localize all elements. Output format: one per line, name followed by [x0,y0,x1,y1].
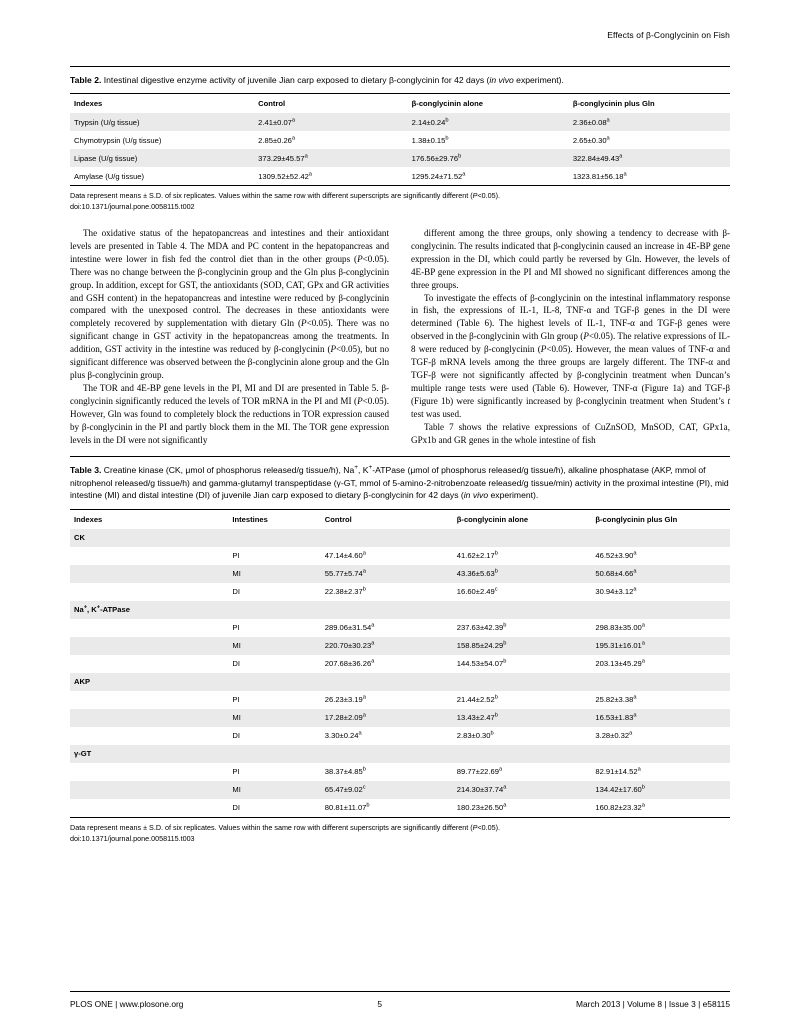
table-cell-value: 82.91±14.52$^a$ [595,766,641,777]
table-row-index: MI [228,637,320,655]
table-cell-value: 180.23±26.50$^a$ [456,802,507,813]
table-row-index: MI [228,781,320,799]
table-row-index: Trypsin (U/g tissue) [70,113,254,131]
table-cell-value: 3.28±0.32$^a$ [595,730,633,741]
table-cell-value: 373.29±45.57$^a$ [254,149,407,167]
table-cell-value: 47.14±4.60$^a$ [324,550,366,561]
table-3-doi: doi:10.1371/journal.pone.0058115.t003 [70,833,195,843]
table-cell-value: 2.14±0.24$^b$ [408,113,569,131]
table-row-index: PI [232,695,240,705]
table-cell-value: 203.13±45.29$^a$ [595,658,645,669]
table-cell-value: 214.30±37.74$^a$ [453,781,592,799]
table-cell-value: 55.77±5.74$^a$ [321,565,453,583]
table-row-index: PI [232,767,240,777]
table-cell-value: 322.84±49.43$^a$ [569,149,730,167]
footer-issue: March 2013 | Volume 8 | Issue 3 | e58115 [576,999,730,1009]
table-cell-value: 144.53±54.07$^b$ [456,658,507,669]
page-footer [70,991,730,1009]
table-3-footnote-text: Data represent means ± S.D. of six replicates. Values within the same row with different superscripts are significantly different (P<0.05). [70,822,501,832]
table-cell-spacer [70,619,228,637]
table-2-body [70,113,730,185]
body-paragraph: The oxidative status of the hepatopancreas and intestines and their antioxidant levels are presented in Table 4. The MDA and PC content in the hepatopancreas and intestine were lower in fish fed the control diet than in the other groups (P<0.05). There was no change between the β-conglycinin group and the Gln plus β-conglycinin group. In addition, except for GST, the antioxidants (SOD, CAT, GPx and GR activities and GSH content) in the hepatopancreas and intestine were reduced by β-conglycinin compared with the unexposed control. The decreases in these antioxidants were completely recovered by supplementation with dietary Gln (P<0.05). There was no significant change in GST activity in the hepatopancreas among the treatments. In addition, GST activity in the intestine was reduced by β-conglycinin (P<0.05), but no significant difference was observed between the β-conglycinin alone group and the Gln plus β-conglycinin group. [70,228,389,381]
table-group-name: γ-GT [70,745,730,763]
table-row [70,655,730,673]
table-row-index: DI [232,803,240,813]
table-group-header [70,673,730,691]
table-2-caption-italic: in vivo [489,75,514,85]
table-row [70,727,730,745]
table-cell-value: 1.38±0.15$^b$ [411,135,449,145]
table-cell-spacer [70,583,228,601]
table-3-block [70,456,730,844]
table-2-caption [70,67,730,93]
table-cell-value: 298.83±35.00$^a$ [595,622,645,633]
table-cell-value: 43.36±5.63$^b$ [453,565,592,583]
table-cell-value: 207.68±36.26$^a$ [324,658,375,669]
table-cell-value: 41.62±2.17$^b$ [456,550,498,561]
body-column-left [70,227,389,446]
table-row [70,113,730,131]
table-cell-value: 16.60±2.49$^c$ [456,586,498,597]
table-row-index: MI [228,565,320,583]
table-cell-value: 21.44±2.52$^b$ [456,694,498,705]
table-3-body [70,529,730,817]
table-2 [70,94,730,185]
table-row-index: PI [232,551,240,561]
table-row [70,709,730,727]
table-2-header-row [70,94,730,113]
table-cell-value: 160.82±23.32$^a$ [595,802,645,813]
table-3-caption-tail: experiment). [488,490,539,501]
table-3-footnote [70,818,730,845]
table-cell-spacer [70,565,228,583]
body-columns [70,227,730,446]
table-3-col-head-3: β-conglycinin alone [456,514,529,524]
table-row-index: Lipase (U/g tissue) [70,149,254,167]
table-cell-value: 220.70±30.23$^a$ [321,637,453,655]
table-2-caption-text: Intestinal digestive enzyme activity of juvenile Jian carp exposed to dietary β-conglycinin for 42 days ( [101,75,490,85]
table-row [70,637,730,655]
table-2-col-head-3: β-conglycinin plus Gln [572,99,655,109]
table-cell-value: 65.47±9.02$^c$ [321,781,453,799]
table-row [70,691,730,709]
table-cell-value: 1309.52±52.42$^a$ [258,171,312,181]
table-cell-spacer [70,763,228,781]
table-3-header-row [70,510,730,529]
table-cell-value: 46.52±3.90$^a$ [595,550,637,561]
table-cell-value: 30.94±3.12$^a$ [595,586,637,597]
table-row-index: MI [228,709,320,727]
table-2-col-head-1: Control [258,99,286,109]
table-2-footnote [70,186,730,213]
body-column-right [411,227,730,446]
body-paragraph: To investigate the effects of β-conglycinin on the intestinal inflammatory response in fish, the expressions of IL-1, IL-8, TNF-α and TGF-β genes in the DI were determined (Table 6). The highest levels of IL-1, TNF-α and TGF-β genes were observed in the β-conglycinin with Gln group (P<0.05). The relative expressions of IL-8 were reduced by β-conglycinin (P<0.05). However, the mean values of TNF-α and TGF-β mRNA levels among the three groups are largely different. The TNF-α and TGF-β were not significantly affected by β-conglycinin treatment when Duncan’s multiple range tests were used (Table 6). However, TNF-α (Figure 1a) and TGF-β (Figure 1b) were significantly increased by β-conglycinin treatment when Student’s t test was used. [411,292,731,419]
table-3-caption [70,457,730,508]
table-cell-value: 195.31±16.01$^a$ [591,637,730,655]
table-cell-spacer [70,547,228,565]
table-row-index: PI [232,623,240,633]
table-cell-value: 2.65±0.30$^a$ [572,135,610,145]
table-row [70,565,730,583]
table-row [70,167,730,185]
table-2-col-head-0: Indexes [74,99,103,109]
table-group-name: Na+, K+-ATPase [70,601,730,619]
table-group-header [70,529,730,547]
table-cell-value: 1323.81±56.18$^a$ [572,171,627,181]
table-2-caption-tail: experiment). [513,75,564,85]
table-row [70,131,730,149]
table-group-header [70,745,730,763]
table-cell-value: 134.42±17.60$^b$ [591,781,730,799]
table-row [70,763,730,781]
body-paragraph: different among the three groups, only showing a tendency to decrease with β-conglycinin. The results indicated that β-conglycinin caused an increase in 4E-BP gene expression in the DI, which could partly be reversed by Gln. However, the levels of 4E-BP gene expression in the PI and MI showed no significant differences among the three groups. [411,228,730,290]
table-row-index: DI [232,731,240,741]
table-row [70,583,730,601]
table-group-header [70,601,730,619]
table-cell-value: 2.36±0.08$^a$ [569,113,730,131]
table-cell-value: 50.68±4.66$^a$ [591,565,730,583]
table-cell-value: 2.83±0.30$^b$ [456,730,494,741]
table-cell-spacer [70,709,228,727]
table-group-name: AKP [70,673,730,691]
table-cell-spacer [70,691,228,709]
table-row [70,149,730,167]
table-cell-value: 80.81±11.07$^b$ [324,802,370,813]
table-2-footnote-text: Data represent means ± S.D. of six replicates. Values within the same row with different superscripts are significantly different (P<0.05). [70,191,501,201]
table-row [70,781,730,799]
running-head: Effects of β-Conglycinin on Fish [607,30,730,40]
table-3-col-head-4: β-conglycinin plus Gln [595,514,678,524]
table-row-index: DI [232,587,240,597]
table-cell-value: 2.85±0.26$^a$ [258,135,296,145]
table-row [70,547,730,565]
table-row [70,799,730,817]
table-cell-value: 38.37±4.85$^b$ [324,766,366,777]
table-row-index: Amylase (U/g tissue) [74,171,145,181]
table-cell-value: 3.30±0.24$^a$ [324,730,362,741]
table-cell-value: 22.38±2.37$^b$ [324,586,366,597]
footer-journal: PLOS ONE | www.plosone.org [70,999,184,1009]
table-row [70,619,730,637]
table-cell-spacer [70,655,228,673]
table-cell-value: 89.77±22.69$^a$ [456,766,503,777]
table-cell-value: 26.23±3.19$^a$ [324,694,366,705]
table-cell-spacer [70,781,228,799]
table-3-col-head-2: Control [324,514,352,524]
table-cell-spacer [70,637,228,655]
table-cell-value: 237.63±42.39$^b$ [456,622,507,633]
table-cell-value: 25.82±3.38$^a$ [595,694,637,705]
table-row-index: DI [232,659,240,669]
body-paragraph: Table 7 shows the relative expressions of CuZnSOD, MnSOD, CAT, GPx1a, GPx1b and GR genes in the whole intestine of fish [411,421,730,445]
table-cell-spacer [70,799,228,817]
table-cell-value: 158.85±24.29$^b$ [453,637,592,655]
table-cell-value: 16.53±1.83$^a$ [591,709,730,727]
table-3-caption-italic: in vivo [463,490,489,501]
table-2-block [70,66,730,213]
body-paragraph: The TOR and 4E-BP gene levels in the PI, MI and DI are presented in Table 5. β-conglycinin significantly reduced the levels of TOR mRNA in the PI and MI (P<0.05). However, Gln was found to completely block the reductions in TOR expression caused by β-conglycinin in the PI and partly block them in the MI. The TOR gene expression levels in the DI were not significantly [70,382,389,445]
table-3-label: Table 3. [70,465,102,476]
table-3-col-head-0: Indexes [74,514,103,524]
table-cell-value: 17.28±2.09$^a$ [321,709,453,727]
table-cell-value: 2.41±0.07$^a$ [254,113,407,131]
table-2-label: Table 2. [70,75,102,85]
table-3 [70,510,730,817]
table-cell-value: 1295.24±71.52$^a$ [411,171,466,181]
table-3-col-head-1: Intestines [232,514,268,524]
table-2-col-head-2: β-conglycinin alone [411,99,483,109]
table-group-name: CK [70,529,730,547]
table-2-doi: doi:10.1371/journal.pone.0058115.t002 [70,202,195,212]
table-cell-value: 176.56±29.76$^b$ [408,149,569,167]
table-cell-value: 289.06±31.54$^a$ [324,622,375,633]
table-cell-value: 13.43±2.47$^b$ [453,709,592,727]
table-row-index: Chymotrypsin (U/g tissue) [74,135,162,145]
table-3-caption-text: Creatine kinase (CK, μmol of phosphorus released/g tissue/h), Na+, K+-ATPase (μmol of phosphorus released/g tissue/h), alkaline phosphatase (AKP, mmol of nitrophenol released/g tissue/h) and gamma-glutamyl transpeptidase (γ-GT, mmol of 5-amino-2-nitrobenzoate released/g tissue/min) activity in the proximal intestine (PI), mid intestine (MI) and distal intestine (DI) of juvenile Jian carp exposed to dietary β-conglycinin for 42 days ( [70,464,729,501]
table-cell-spacer [70,727,228,745]
footer-page-number: 5 [377,999,383,1009]
